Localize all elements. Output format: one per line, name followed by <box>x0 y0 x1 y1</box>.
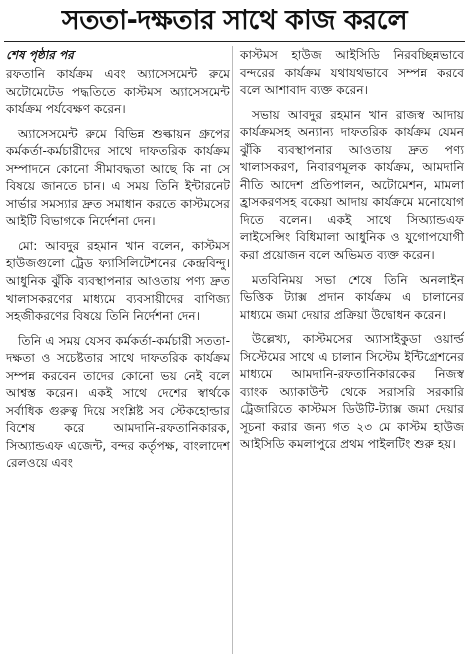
right-column <box>240 47 464 461</box>
left-column <box>6 47 230 480</box>
paragraph: অ্যাসেসমেন্ট রুমে বিভিন্ন শুল্কায়ন গ্রুপের কর্মকর্তা-কর্মচারীদের সাথে দাফতরিক কার্যক্রম সম্পাদনে কোনো সীমাবদ্ধতা আছে কি না সে বিষয়ে জানতে চান। এ সময় তিনি ইন্টারনেট সার্ভার সমস্যার দ্রুত সমাধান করতে কাস্টমসের আইটি বিভাগকে নির্দেশনা দেন। <box>6 126 230 229</box>
headline-rule <box>4 41 465 42</box>
paragraph: রফতানি কার্যক্রম এবং অ্যাসেসমেন্ট রুমে অটোমেটেড পদ্ধতিতে কাস্টমস অ্যাসেসমেন্ট কার্যক্রম পর্যবেক্ষণ করেন। <box>6 67 230 117</box>
paragraph: সভায় আবদুর রহমান খান রাজস্ব আদায় কার্যক্রমসহ অন্যান্য দাফতরিক কার্যক্রম যেমন ঝুঁকি ব্যবস্থাপনার আওতায় দ্রুত পণ্য খালাসকরণ, নিবারণমূলক কার্যক্রম, আমদানি নীতি আদেশ প্রতিপালন, অটোমেশন, মামলা হ্রাসকরণসহ বকেয়া আদায় কার্যক্রমে মনোযোগ দিতে বলেন। একই সাথে সিঅ্যান্ডএফ লাইসেন্সিং বিধিমালা আধুনিক ও যুগোপযোগী করা প্রয়োজন বলে অভিমত ব্যক্ত করেন। <box>240 107 464 263</box>
paragraph: উল্লেখ্য, কাস্টমসের অ্যাসাইকুডা ওয়ার্ল্ড সিস্টেমের সাথে এ চালান সিস্টেম ইন্টিগ্রেশনের মাধ্যমে আমদানি-রফতানিকারকের নিজস্ব ব্যাংক অ্যাকাউন্ট থেকে সরাসরি সরকারি ট্রেজারিতে কাস্টমস ডিউটি-ট্যাক্স জমা দেয়ার সূচনা করার জন্য গত ২৩ মে কাস্টম হাউজ আইসিডি কমলাপুরে প্রথম পাইলটিং শুরু হয়। <box>240 332 464 452</box>
paragraph: কাস্টমস হাউজ আইসিডি নিরবচ্ছিন্নভাবে বন্দরের কার্যক্রম যথাযথভাবে সম্পন্ন করবে বলে আশাবাদ ব্যক্ত করেন। <box>240 48 464 98</box>
paragraph: মো: আবদুর রহমান খান বলেন, কাস্টমস হাউজগুলো ট্রেড ফ্যাসিলিটেশনের কেন্দ্রবিন্দু। আধুনিক ঝুঁকি ব্যবস্থাপনার আওতায় পণ্য দ্রুত খালাসকরণের মাধ্যমে ব্যবসায়ীদের বাণিজ্য সহজীকরণের বিষয়ে তিনি নির্দেশনা দেন। <box>6 238 230 324</box>
continuation-kicker: শেষ পৃষ্ঠার পর <box>6 48 74 62</box>
paragraph: তিনি এ সময় যেসব কর্মকর্তা-কর্মচারী সততা-দক্ষতা ও সচেষ্টতার সাথে দাফতরিক কার্যক্রম সম্পন্ন করবেন তাদের কোনো ভয় নেই বলে আশ্বস্ত করেন। একই সাথে দেশের স্বার্থকে সর্বাধিক গুরুত্ব দিয়ে সংশ্লিষ্ট সব স্টেকহোল্ডার বিশেষ করে আমদানি-রফতানিকারক, সিঅ্যান্ডএফ এজেন্ট, বন্দর কর্তৃপক্ষ, বাংলাদেশ রেলওয়ে এবং <box>6 333 230 471</box>
headline: সততা-দক্ষতার সাথে কাজ করলে <box>61 5 408 36</box>
paragraph: মতবিনিময় সভা শেষে তিনি অনলাইন ভিত্তিক ট্যাক্স প্রদান কার্যক্রম এ চালানের মাধ্যমে জমা দেয়ার প্রক্রিয়া উদ্বোধন করেন। <box>240 272 464 322</box>
column-divider <box>232 46 233 654</box>
